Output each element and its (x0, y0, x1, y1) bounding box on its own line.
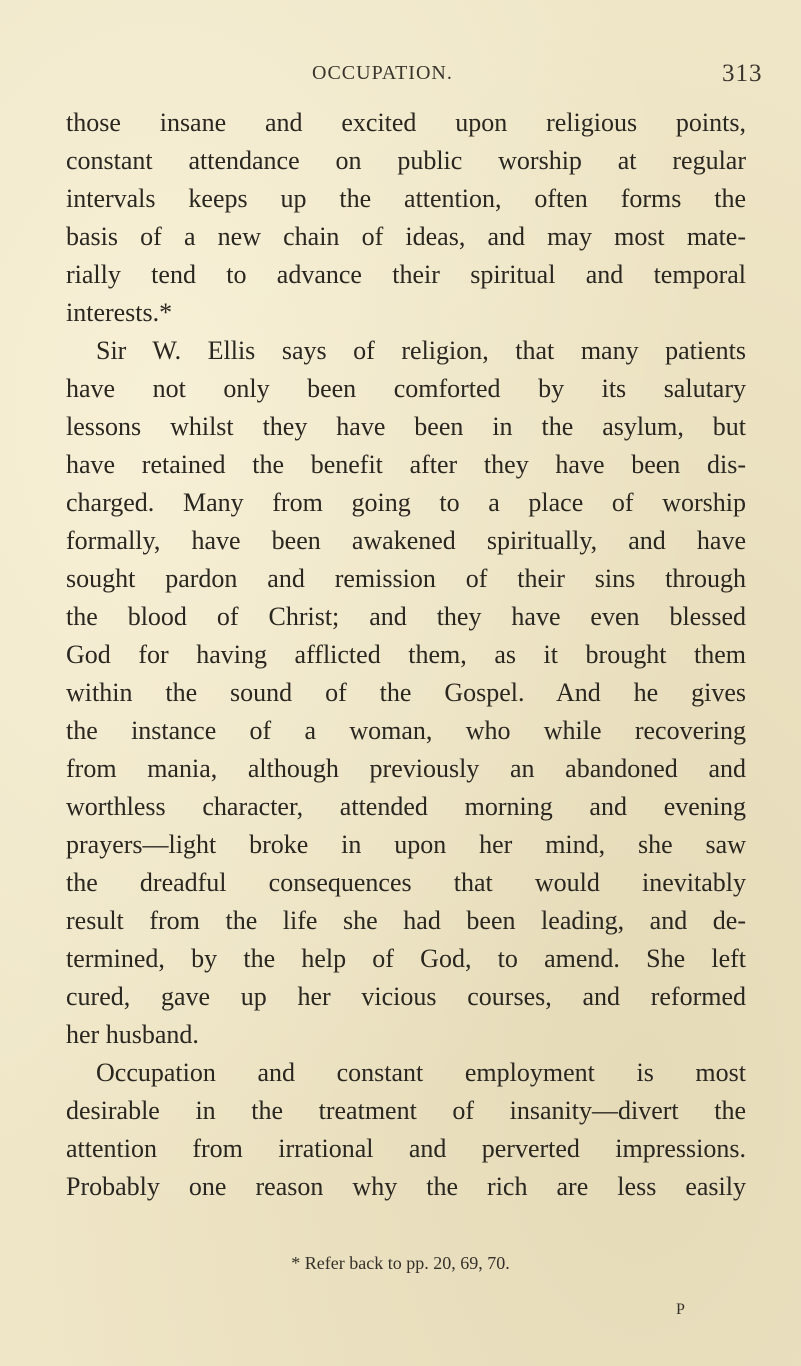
text-line: God for having afflicted them, as it brought them (66, 640, 746, 669)
text-line: intervals keeps up the attention, often forms the (66, 184, 746, 213)
text-line: worthless character, attended morning and evening (66, 792, 746, 821)
text-line: cured, gave up her vicious courses, and reformed (66, 982, 746, 1011)
text-line: prayers—light broke in upon her mind, she saw (66, 830, 746, 859)
signature-mark: P (676, 1301, 685, 1318)
text-line: Sir W. Ellis says of religion, that many patients (96, 336, 746, 365)
body-text (66, 104, 746, 1206)
text-line: have not only been comforted by its salutary (66, 374, 746, 403)
text-line: attention from irrational and perverted impressions. (66, 1134, 746, 1163)
text-line: desirable in the treatment of insanity—divert the (66, 1096, 746, 1125)
text-line: basis of a new chain of ideas, and may most mate- (66, 222, 746, 251)
footnote: * Refer back to pp. 20, 69, 70. (291, 1253, 510, 1273)
text-line: from mania, although previously an abandoned and (66, 754, 746, 783)
text-line: rially tend to advance their spiritual and temporal (66, 260, 746, 289)
text-line: result from the life she had been leading, and de- (66, 906, 746, 935)
text-line: Probably one reason why the rich are less easily (66, 1172, 746, 1201)
running-head (0, 62, 801, 92)
text-line: constant attendance on public worship at regular (66, 146, 746, 175)
text-line: formally, have been awakened spiritually, and have (66, 526, 746, 555)
text-line: sought pardon and remission of their sins through (66, 564, 746, 593)
text-line: have retained the benefit after they have been dis- (66, 450, 746, 479)
text-line: lessons whilst they have been in the asylum, but (66, 412, 746, 441)
text-line: charged. Many from going to a place of worship (66, 488, 746, 517)
text-line: those insane and excited upon religious points, (66, 108, 746, 137)
text-line: termined, by the help of God, to amend. She left (66, 944, 746, 973)
text-line: interests.* (66, 298, 173, 327)
text-line: the instance of a woman, who while recovering (66, 716, 746, 745)
page-number: 313 (722, 60, 763, 87)
running-title: OCCUPATION. (312, 62, 453, 84)
text-line: the blood of Christ; and they have even blessed (66, 602, 746, 631)
text-line: the dreadful consequences that would inevitably (66, 868, 746, 897)
text-line: Occupation and constant employment is most (96, 1058, 746, 1087)
text-line: within the sound of the Gospel. And he gives (66, 678, 746, 707)
text-line: her husband. (66, 1020, 199, 1049)
